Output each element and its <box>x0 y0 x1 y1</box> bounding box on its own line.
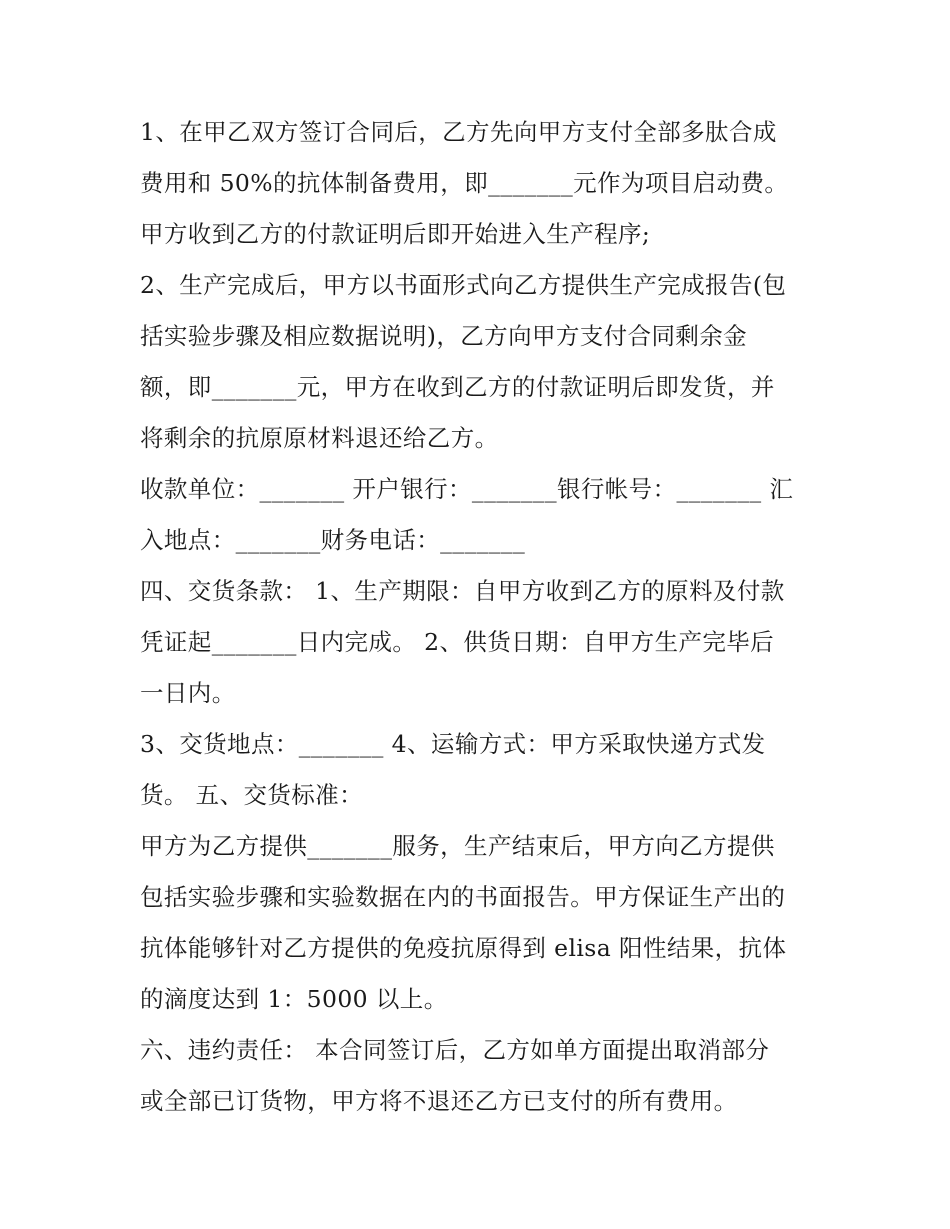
text-line: 包括实验步骤和实验数据在内的书面报告。甲方保证生产出的 <box>140 883 786 911</box>
text-line: 或全部已订货物，甲方将不退还乙方已支付的所有费用。 <box>140 1087 738 1115</box>
text-line: 抗体能够针对乙方提供的免疫抗原得到 elisa 阳性结果，抗体 <box>140 934 787 962</box>
text-line: 收款单位：_______ 开户银行：_______银行帐号：_______ 汇 <box>140 475 794 503</box>
text-line: 将剩余的抗原原材料退还给乙方。 <box>140 424 499 452</box>
text-line: 的滴度达到 1：5000 以上。 <box>140 985 448 1013</box>
text-line: 括实验步骤及相应数据说明)，乙方向甲方支付合同剩余金 <box>140 322 748 350</box>
text-line: 六、违约责任： 本合同签订后，乙方如单方面提出取消部分 <box>140 1036 770 1064</box>
document-body <box>140 107 820 1127</box>
text-line: 费用和 50%的抗体制备费用，即_______元作为项目启动费。 <box>140 169 789 197</box>
text-line: 四、交货条款： 1、生产期限：自甲方收到乙方的原料及付款 <box>140 577 785 605</box>
text-line: 甲方为乙方提供_______服务，生产结束后，甲方向乙方提供 <box>140 832 775 860</box>
text-line: 3、交货地点：_______ 4、运输方式：甲方采取快递方式发 <box>140 730 766 758</box>
text-line: 额，即_______元，甲方在收到乙方的付款证明后即发货，并 <box>140 373 775 401</box>
text-line: 凭证起_______日内完成。 2、供货日期：自甲方生产完毕后 <box>140 628 775 656</box>
text-line: 2、生产完成后，甲方以书面形式向乙方提供生产完成报告(包 <box>140 271 787 299</box>
text-line: 甲方收到乙方的付款证明后即开始进入生产程序; <box>140 220 651 248</box>
text-line: 一日内。 <box>140 679 236 707</box>
text-line: 入地点：_______财务电话：_______ <box>140 526 526 554</box>
text-line: 1、在甲乙双方签订合同后，乙方先向甲方支付全部多肽合成 <box>140 118 777 146</box>
text-line: 货。 五、交货标准： <box>140 781 363 809</box>
